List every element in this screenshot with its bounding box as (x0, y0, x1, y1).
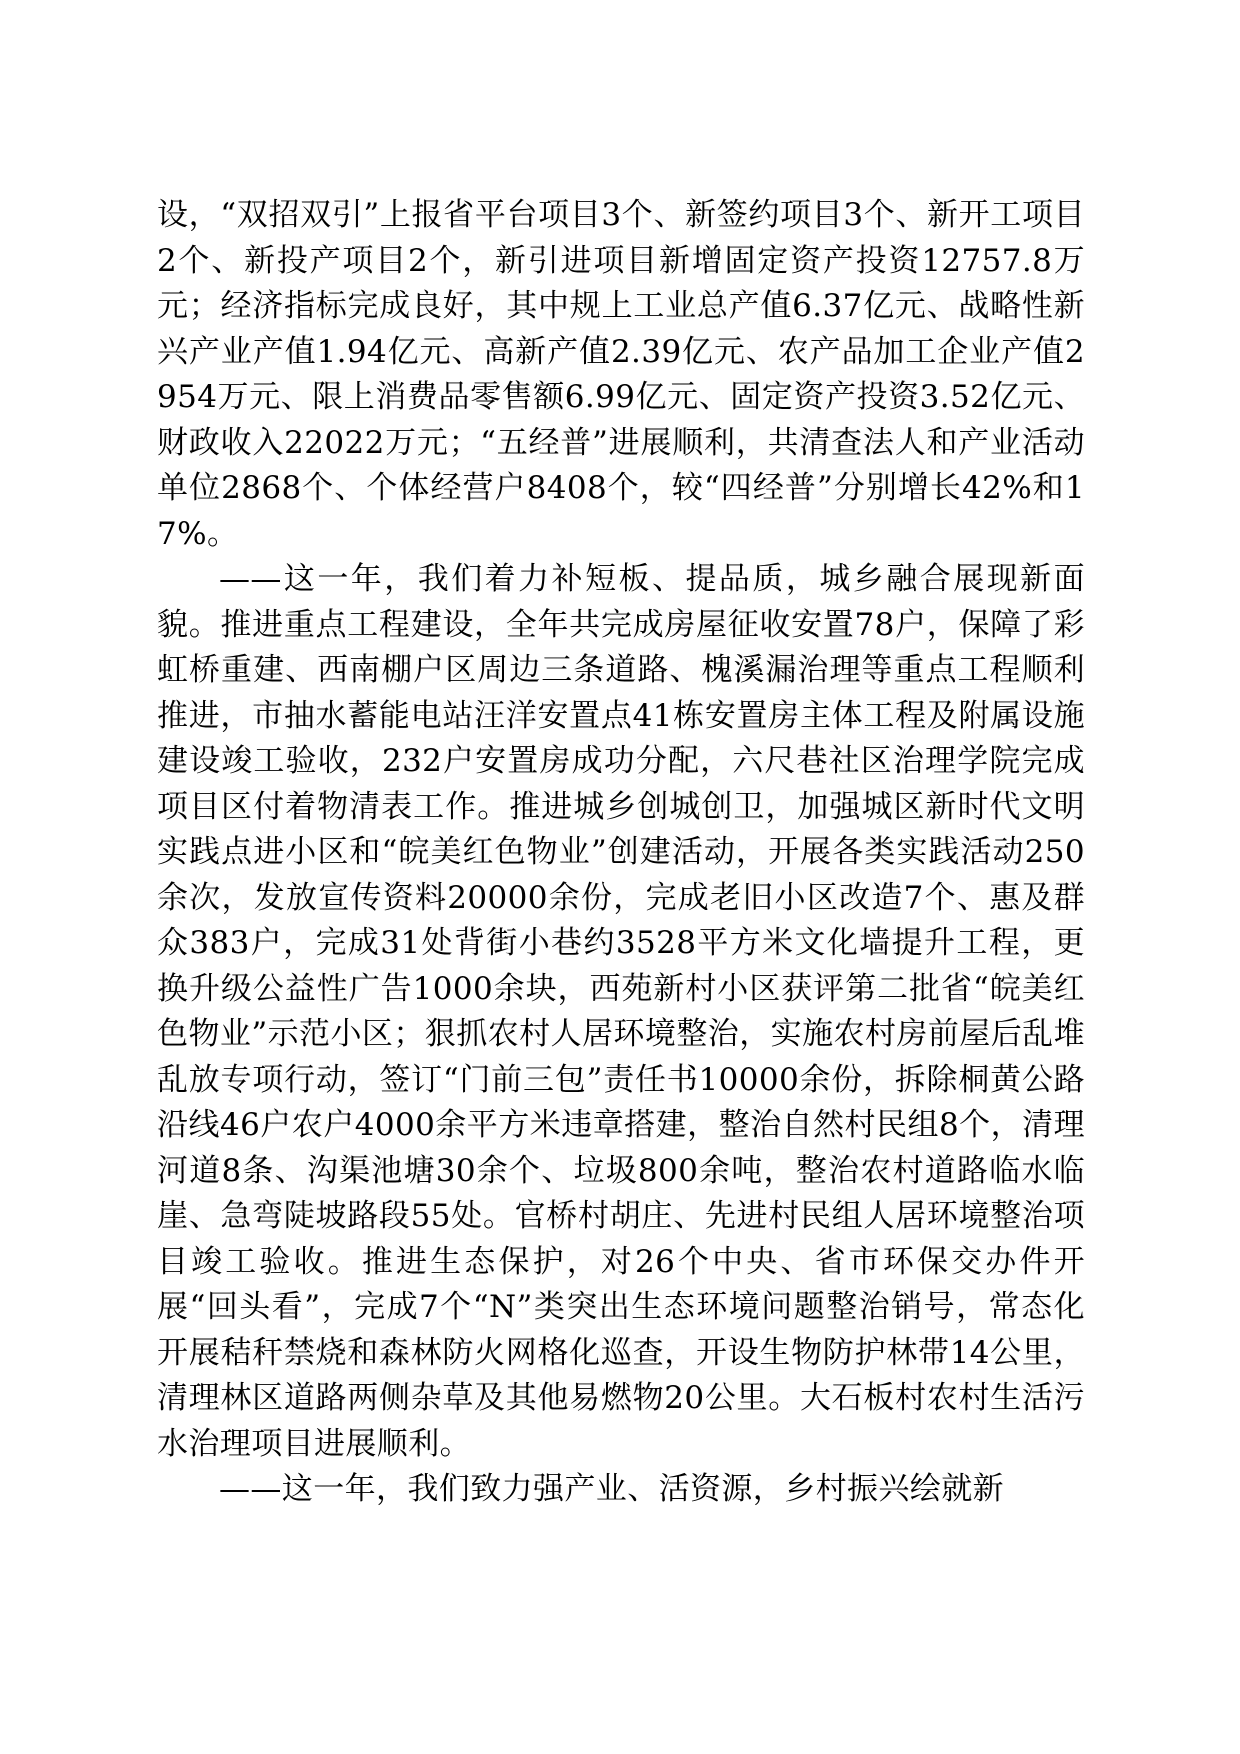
paragraph-urban-rural-integration: ——这一年，我们着力补短板、提品质，城乡融合展现新面貌。推进重点工程建设，全年共完成房屋征收安置78户，保障了彩虹桥重建、西南棚户区周边三条道路、槐溪漏治理等重点工程顺利推进，市抽水蓄能电站汪洋安置点41栋安置房主体工程及附属设施建设竣工验收，232户安置房成功分配，六尺巷社区治理学院完成项目区付着物清表工作。推进城乡创城创卫，加强城区新时代文明实践点进小区和“皖美红色物业”创建活动，开展各类实践活动250余次，发放宣传资料20000余份，完成老旧小区改造7个、惠及群众383户，完成31处背街小巷约3528平方米文化墙提升工程，更换升级公益性广告1000余块，西苑新村小区获评第二批省“皖美红色物业”示范小区；狠抓农村人居环境整治，实施农村房前屋后乱堆乱放专项行动，签订“门前三包”责任书10000余份，拆除桐黄公路沿线46户农户4000余平方米违章搭建，整治自然村民组8个，清理河道8条、沟渠池塘30余个、垃圾800余吨，整治农村道路临水临崖、急弯陡坡路段55处。官桥村胡庄、先进村民组人居环境整治项目竣工验收。推进生态保护，对26个中央、省市环保交办件开展“回头看”，完成7个“N”类突出生态环境问题整治销号，常态化开展秸秆禁烧和森林防火网格化巡查，开设生物防护林带14公里，清理林区道路两侧杂草及其他易燃物20公里。大石板村农村生活污水治理项目进展顺利。 (157, 561, 1085, 1462)
document-body (157, 193, 1085, 1513)
paragraph-rural-revitalization: ——这一年，我们致力强产业、活资源，乡村振兴绘就新 (219, 1471, 1004, 1507)
paragraph-investment-summary: 设，“双招双引”上报省平台项目3个、新签约项目3个、新开工项目2个、新投产项目2个，新引进项目新增固定资产投资12757.8万元；经济指标完成良好，其中规上工业总产值6.37亿元、战略性新兴产业产值1.94亿元、高新产值2.39亿元、农产品加工企业产值2954万元、限上消费品零售额6.99亿元、固定资产投资3.52亿元、财政收入22022万元；“五经普”进展顺利，共清查法人和产业活动单位2868个、个体经营户8408个，较“四经普”分别增长42%和17%。 (157, 197, 1085, 552)
